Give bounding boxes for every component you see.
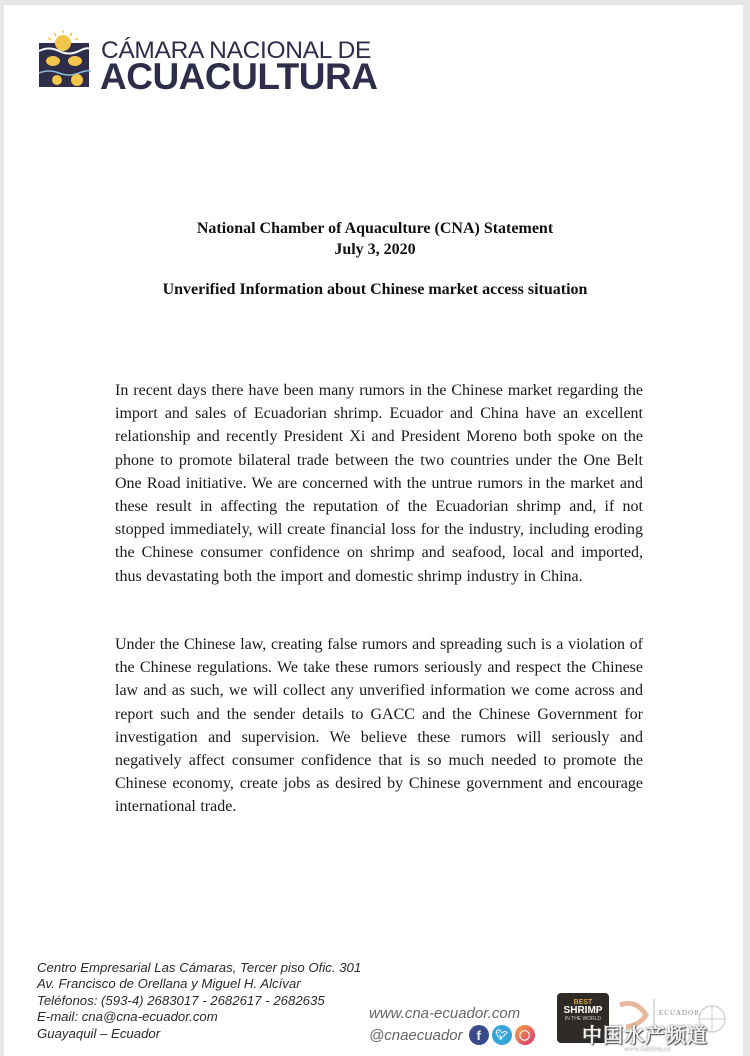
badge-line3: IN THE WORLD xyxy=(564,1016,602,1022)
website-link[interactable]: www.cna-ecuador.com xyxy=(369,1005,521,1022)
address-line: Centro Empresarial Las Cámaras, Tercer piso Ofic. 301 xyxy=(37,960,362,975)
org-name-line1: CÁMARA NACIONAL DE xyxy=(101,37,372,64)
body-paragraph-1: In recent days there have been many rumors in the Chinese market regarding the import and sales of Ecuadorian shrimp. Ecuador and China have an excellent relationship and recently President Xi and President Moreno both spoke on the phone to promote bilateral trade between the two countries under the One Belt One Road initiative. We are concerned with the untrue rumors in the market and these result in affecting the reputation of the Ecuadorian shrimp and, if not stopped immediately, will create financial loss for the industry, including eroding the Chinese consumer confidence on shrimp and seafood, local and imported, thus devastating both the import and domestic shrimp industry in China. xyxy=(115,382,643,585)
statement-title: National Chamber of Aquaculture (CNA) Statement xyxy=(196,220,554,237)
document-page xyxy=(4,5,743,1056)
facebook-icon[interactable]: f xyxy=(469,1025,489,1045)
badge-line2: SHRIMP xyxy=(563,1005,603,1016)
statement-subject: Unverified Information about Chinese market access situation xyxy=(162,281,588,298)
ecuador-label: ECUADOR xyxy=(659,1009,700,1017)
org-name-line2: ACUACULTURA xyxy=(100,56,378,97)
instagram-icon[interactable]: ◯ xyxy=(515,1025,535,1045)
statement-date: July 3, 2020 xyxy=(334,241,416,258)
social-handle: @cnaecuador xyxy=(369,1026,463,1044)
body-paragraph-2: Under the Chinese law, creating false rumors and spreading such is a violation of the Chinese regulations. We take these rumors seriously and respect the Chinese law and as such, we will collect any unverified information we come across and report such and the sender details to GACC and the Chinese Government for investigation and supervision. We believe these rumors will seriously and negatively affect consumer confidence that is so much needed to promote the Chinese economy, create jobs as desired by Chinese government and encourage international trade. xyxy=(115,636,643,816)
watermark-url: www.fishfirst.cn xyxy=(624,1045,671,1053)
address-line: Av. Francisco de Orellana y Miguel H. Alcívar xyxy=(37,976,301,992)
social-row xyxy=(369,1024,535,1046)
twitter-icon[interactable]: 🐦︎ xyxy=(492,1025,512,1045)
phone-line: Teléfonos: (593-4) 2683017 - 2682617 - 2682635 xyxy=(37,992,325,1008)
badge-line1: BEST xyxy=(573,999,593,1006)
email-line: E-mail: cna@cna-ecuador.com xyxy=(37,1009,218,1025)
city-line: Guayaquil – Ecuador xyxy=(37,1025,161,1041)
cna-logo xyxy=(37,29,377,95)
watermark-text: 中国水产频道 xyxy=(582,1023,708,1047)
aquaculture-emblem-icon xyxy=(37,29,91,89)
footer-address xyxy=(37,960,361,1042)
